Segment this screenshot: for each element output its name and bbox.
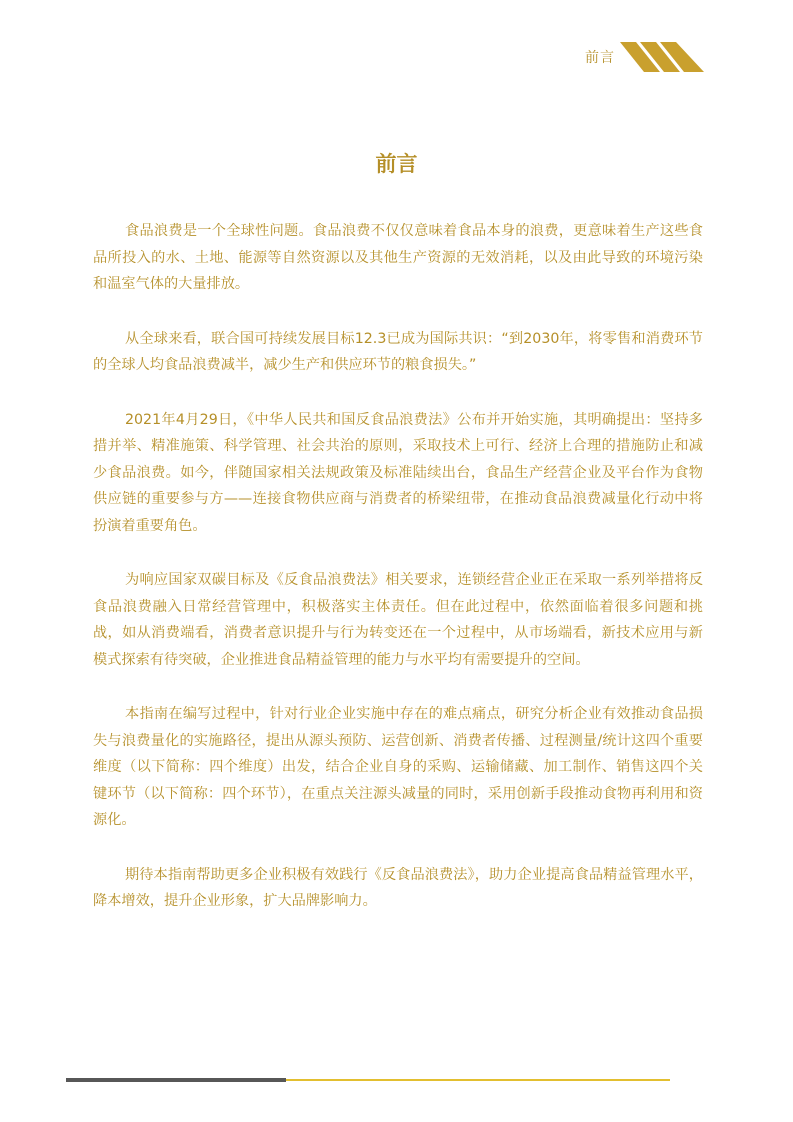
page-title: 前言 bbox=[375, 152, 418, 176]
body-text bbox=[93, 218, 703, 943]
section-label: 前言 bbox=[585, 50, 615, 66]
diagonal-stripes-icon bbox=[620, 42, 704, 72]
paragraph: 从全球来看，联合国可持续发展目标12.3已成为国际共识：“到2030年，将零售和消费环节的全球人均食品浪费减半，减少生产和供应环节的粮食损失。” bbox=[93, 330, 703, 373]
paragraph: 食品浪费是一个全球性问题。食品浪费不仅仅意味着食品本身的浪费，更意味着生产这些食品所投入的水、土地、能源等自然资源以及其他生产资源的无效消耗，以及由此导致的环境污染和温室气体的大量排放。 bbox=[93, 223, 703, 292]
footer-rule-dark bbox=[66, 1078, 286, 1082]
footer-rule-gold bbox=[286, 1079, 670, 1081]
paragraph: 2021年4月29日，《中华人民共和国反食品浪费法》公布并开始实施，其明确提出：坚持多措并举、精准施策、科学管理、社会共治的原则，采取技术上可行、经济上合理的措施防止和减少食品浪费。如今，伴随国家相关法规政策及标准陆续出台，食品生产经营企业及平台作为食物供应链的重要参与方——连接食物供应商与消费者的桥梁纽带，在推动食品浪费减量化行动中将扮演着重要角色。 bbox=[93, 411, 703, 534]
paragraph: 本指南在编写过程中，针对行业企业实施中存在的难点痛点，研究分析企业有效推动食品损失与浪费量化的实施路径，提出从源头预防、运营创新、消费者传播、过程测量/统计这四个重要维度（以下简称：四个维度）出发，结合企业自身的采购、运输储藏、加工制作、销售这四个关键环节（以下简称：四个环节），在重点关注源头减量的同时，采用创新手段推动食物再利用和资源化。 bbox=[93, 706, 703, 828]
footer-rule bbox=[66, 1078, 670, 1082]
paragraph: 期待本指南帮助更多企业积极有效践行《反食品浪费法》，助力企业提高食品精益管理水平，降本增效，提升企业形象，扩大品牌影响力。 bbox=[93, 866, 703, 909]
paragraph: 为响应国家双碳目标及《反食品浪费法》相关要求，连锁经营企业正在采取一系列举措将反食品浪费融入日常经营管理中，积极落实主体责任。但在此过程中，依然面临着很多问题和挑战，如从消费端看，消费者意识提升与行为转变还在一个过程中，从市场端看，新技术应用与新模式探索有待突破，企业推进食品精益管理的能力与水平均有需要提升的空间。 bbox=[93, 572, 703, 668]
